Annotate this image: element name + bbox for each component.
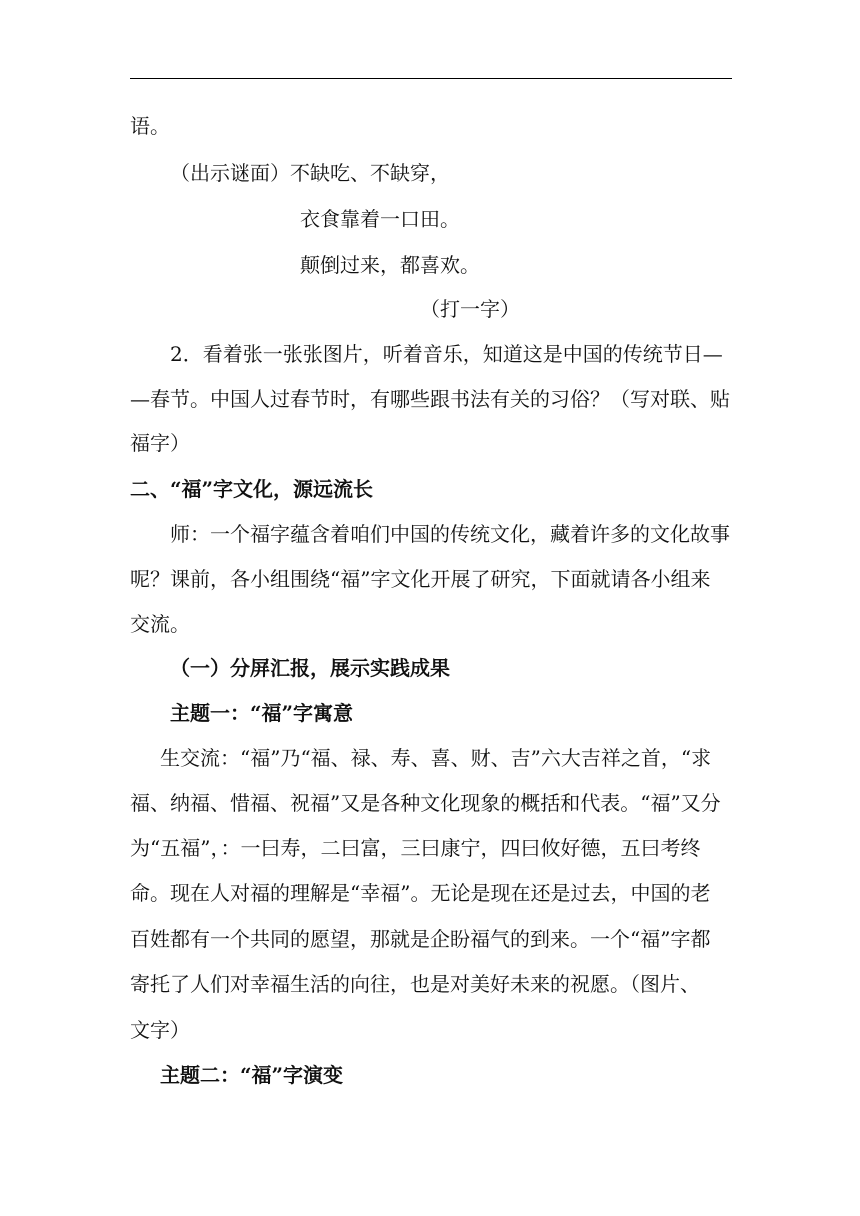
text-line: 福、纳福、惜福、祝福”又是各种文化现象的概括和代表。“福”又分 xyxy=(130,791,721,815)
text-line: 为“五福”，：一曰寿，二曰富，三曰康宁，四曰攸好德，五曰考终 xyxy=(130,836,701,860)
riddle-hint: （打一字） xyxy=(420,297,520,321)
text-line: 文字） xyxy=(130,1018,190,1042)
text-line: 命。现在人对福的理解是“幸福”。无论是现在还是过去，中国的老 xyxy=(130,881,711,905)
text-line: 2．看着张一张张图片，听着音乐，知道这是中国的传统节日— xyxy=(170,342,723,366)
text-line: 寄托了人们对幸福生活的向往，也是对美好未来的祝愿。（图片、 xyxy=(130,972,700,996)
riddle-line: 衣食靠着一口田。 xyxy=(300,207,460,231)
header-rule xyxy=(130,78,732,79)
text-line: 呢？课前，各小组围绕“福”字文化开展了研究，下面就请各小组来 xyxy=(130,567,711,591)
text-line: 交流。 xyxy=(130,612,190,636)
text-line: 福字） xyxy=(130,431,190,455)
text-line: 语。 xyxy=(130,114,170,138)
riddle-line: （出示谜面）不缺吃、不缺穿， xyxy=(170,161,450,185)
topic-heading: 主题二：“福”字演变 xyxy=(160,1063,344,1087)
text-line: 生交流：“福”乃“福、禄、寿、喜、财、吉”六大吉祥之首，“求 xyxy=(160,746,712,770)
text-line: 师：一个福字蕴含着咱们中国的传统文化，藏着许多的文化故事 xyxy=(170,522,730,546)
subsection-heading: （一）分屏汇报，展示实践成果 xyxy=(170,656,450,680)
riddle-line: 颠倒过来，都喜欢。 xyxy=(300,253,480,277)
section-heading: 二、“福”字文化，源远流长 xyxy=(130,477,374,501)
topic-heading: 主题一：“福”字寓意 xyxy=(170,701,354,725)
text-line: —春节。中国人过春节时，有哪些跟书法有关的习俗？（写对联、贴 xyxy=(130,387,730,411)
text-line: 百姓都有一个共同的愿望，那就是企盼福气的到来。一个“福”字都 xyxy=(130,927,711,951)
